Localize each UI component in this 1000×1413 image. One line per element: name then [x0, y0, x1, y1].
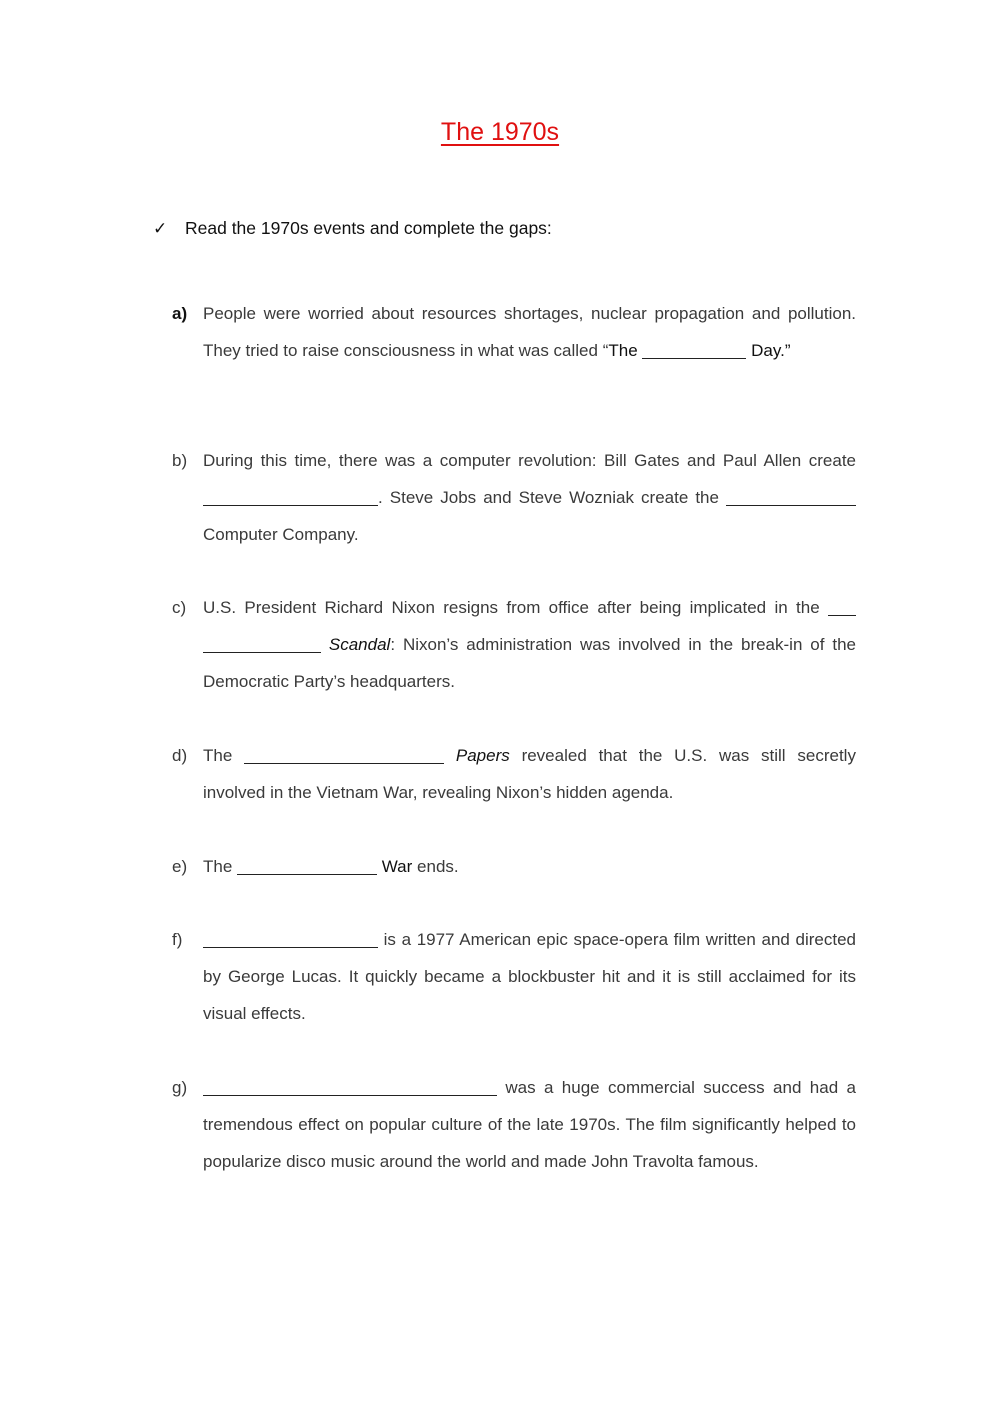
question-d [172, 737, 856, 811]
question-text: : Nixon’s administration was involved in the break-in of the Democratic Party’s headquarters. [203, 635, 856, 691]
answer-blank-input[interactable] [244, 746, 444, 764]
question-a [172, 295, 856, 369]
question-marker: a) [172, 304, 188, 323]
question-text: War [381, 857, 413, 876]
question-text: Computer Company. [203, 525, 359, 544]
question-c [172, 589, 856, 700]
page-title: The 1970s [440, 118, 560, 146]
instruction-text: Read the 1970s events and complete the gaps: [185, 218, 552, 238]
question-text: The [203, 746, 233, 765]
question-marker: b) [172, 451, 188, 470]
question-text: Scandal [328, 635, 391, 654]
question-marker: f) [172, 930, 183, 949]
answer-blank-input[interactable] [203, 488, 378, 506]
question-marker: d) [172, 746, 188, 765]
question-text: ends. [417, 857, 459, 876]
question-text: The [203, 857, 233, 876]
question-f [172, 921, 856, 1032]
question-g [172, 1069, 856, 1180]
answer-blank-input[interactable] [203, 635, 321, 653]
answer-blank-input[interactable] [203, 930, 378, 948]
question-marker: c) [172, 598, 187, 617]
answer-blank-input[interactable] [726, 488, 856, 506]
answer-blank-input[interactable] [642, 341, 746, 359]
question-text: was a huge commercial success and had a tremendous effect on popular culture of the late 1970s. The film significantly helped to popularize disco music around the world and made John Travolta famous. [203, 1078, 856, 1171]
question-marker: e) [172, 857, 188, 876]
question-text: During this time, there was a computer revolution: Bill Gates and Paul Allen create [203, 451, 856, 470]
answer-blank-input[interactable] [237, 857, 377, 875]
question-b [172, 442, 856, 553]
answer-blank-input[interactable] [828, 598, 856, 616]
checkmark-icon: ✓ [153, 219, 168, 238]
instruction [153, 218, 552, 239]
answer-blank-input[interactable] [203, 1078, 497, 1096]
question-marker: g) [172, 1078, 188, 1097]
question-text: revealed that the U.S. was still secretly involved in the Vietnam War, revealing Nixon’s hidden agenda. [203, 746, 856, 802]
question-text: Papers [455, 746, 510, 765]
question-text: People were worried about resources shortages, nuclear propagation and pollution. They tried to raise consciousness in what was called “ [203, 304, 856, 360]
question-text: Day.” [751, 341, 791, 360]
question-e [172, 848, 856, 885]
question-text: U.S. President Richard Nixon resigns from office after being implicated in the [203, 598, 820, 617]
question-text: . Steve Jobs and Steve Wozniak create the [378, 488, 719, 507]
question-text: is a 1977 American epic space-opera film written and directed by George Lucas. It quickly became a blockbuster hit and it is still acclaimed for its visual effects. [203, 930, 856, 1023]
question-text: The [608, 341, 638, 360]
